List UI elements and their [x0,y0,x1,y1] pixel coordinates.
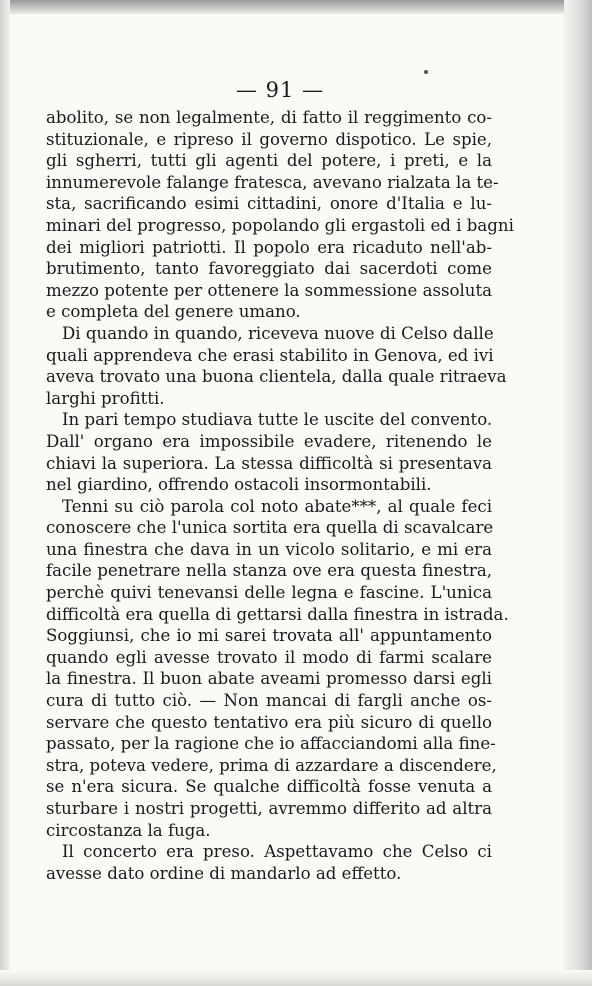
text-line: una finestra che dava in un vicolo solitario, e mi era [46,539,492,559]
text-line: cura di tutto ciò. — Non mancai di fargli anche os- [46,691,492,711]
text-line: Soggiunsi, che io mi sarei trovata all' appuntamento [46,626,492,646]
text-line: la finestra. Il buon abate aveami promesso darsi egli [46,669,492,689]
text-line: servare che questo tentativo era più sicuro di quello [46,712,492,732]
text-line: sturbare i nostri progetti, avremmo differito ad altra [46,799,492,818]
ink-speck [424,70,428,74]
page-number: — 91 — [235,78,325,102]
text-line: avesse dato ordine di mandarlo ad effetto. [46,863,402,883]
text-line: Tenni su ciò parola col noto abate***, al quale feci [62,496,492,516]
page-right-edge [564,0,592,986]
text-line: larghi profitti. [46,388,165,408]
text-line: quando egli avesse trovato il modo di farmi scalare [46,647,492,667]
text-line: stra, poteva vedere, prima di azzardare a discendere, [46,755,497,775]
text-line: facile penetrare nella stanza ove era questa finestra, [46,561,492,581]
text-line: Il concerto era preso. Aspettavamo che Celso ci [62,842,492,862]
text-line: aveva trovato una buona clientela, dalla quale ritraeva [46,367,507,387]
page-left-edge [0,0,10,986]
text-line: difficoltà era quella di gettarsi dalla finestra in istrada. [46,604,509,624]
text-line: Di quando in quando, riceveva nuove di Celso dalle [62,323,494,343]
text-line: mezzo potente per ottenere la sommessione assoluta [46,280,493,300]
text-line: abolito, se non legalmente, di fatto il reggimento co- [46,108,492,127]
text-line: stituzionale, e ripreso il governo dispotico. Le spie, [46,129,492,149]
text-line: conoscere che l'unica sortita era quella di scavalcare [46,518,494,538]
text-line: e completa del genere umano. [46,302,301,322]
text-line: nel giardino, offrendo ostacoli insormontabili. [46,475,432,495]
text-line: dei migliori patriotti. Il popolo era ricaduto nell'ab- [46,237,492,257]
page-top-edge [0,0,592,14]
page-bottom-edge [0,970,592,986]
text-line: chiavi la superiora. La stessa difficoltà si presentava [46,453,492,473]
text-line: innumerevole falange fratesca, avevano rialzata la te- [46,172,499,192]
text-line: circostanza la fuga. [46,820,211,840]
text-line: se n'era sicura. Se qualche difficoltà fosse venuta a [46,777,492,797]
text-line: quali apprendeva che erasi stabilito in Genova, ed ivi [46,345,494,365]
text-line: gli sgherri, tutti gli agenti del potere, i preti, e la [46,151,492,171]
text-line: sta, sacrificando esimi cittadini, onore d'Italia e lu- [46,194,492,214]
text-line: perchè quivi tenevansi delle legna e fascine. L'unica [46,583,492,603]
text-line: Dall' organo era impossibile evadere, ritenendo le [46,431,492,451]
text-line: passato, per la ragione che io affacciandomi alla fine- [46,734,496,754]
text-line: In pari tempo studiava tutte le uscite del convento. [62,410,493,430]
text-line: minari del progresso, popolando gli ergastoli ed i bagni [46,215,514,235]
text-line: brutimento, tanto favoreggiato dai sacerdoti come [46,259,492,279]
body-text [46,107,514,884]
